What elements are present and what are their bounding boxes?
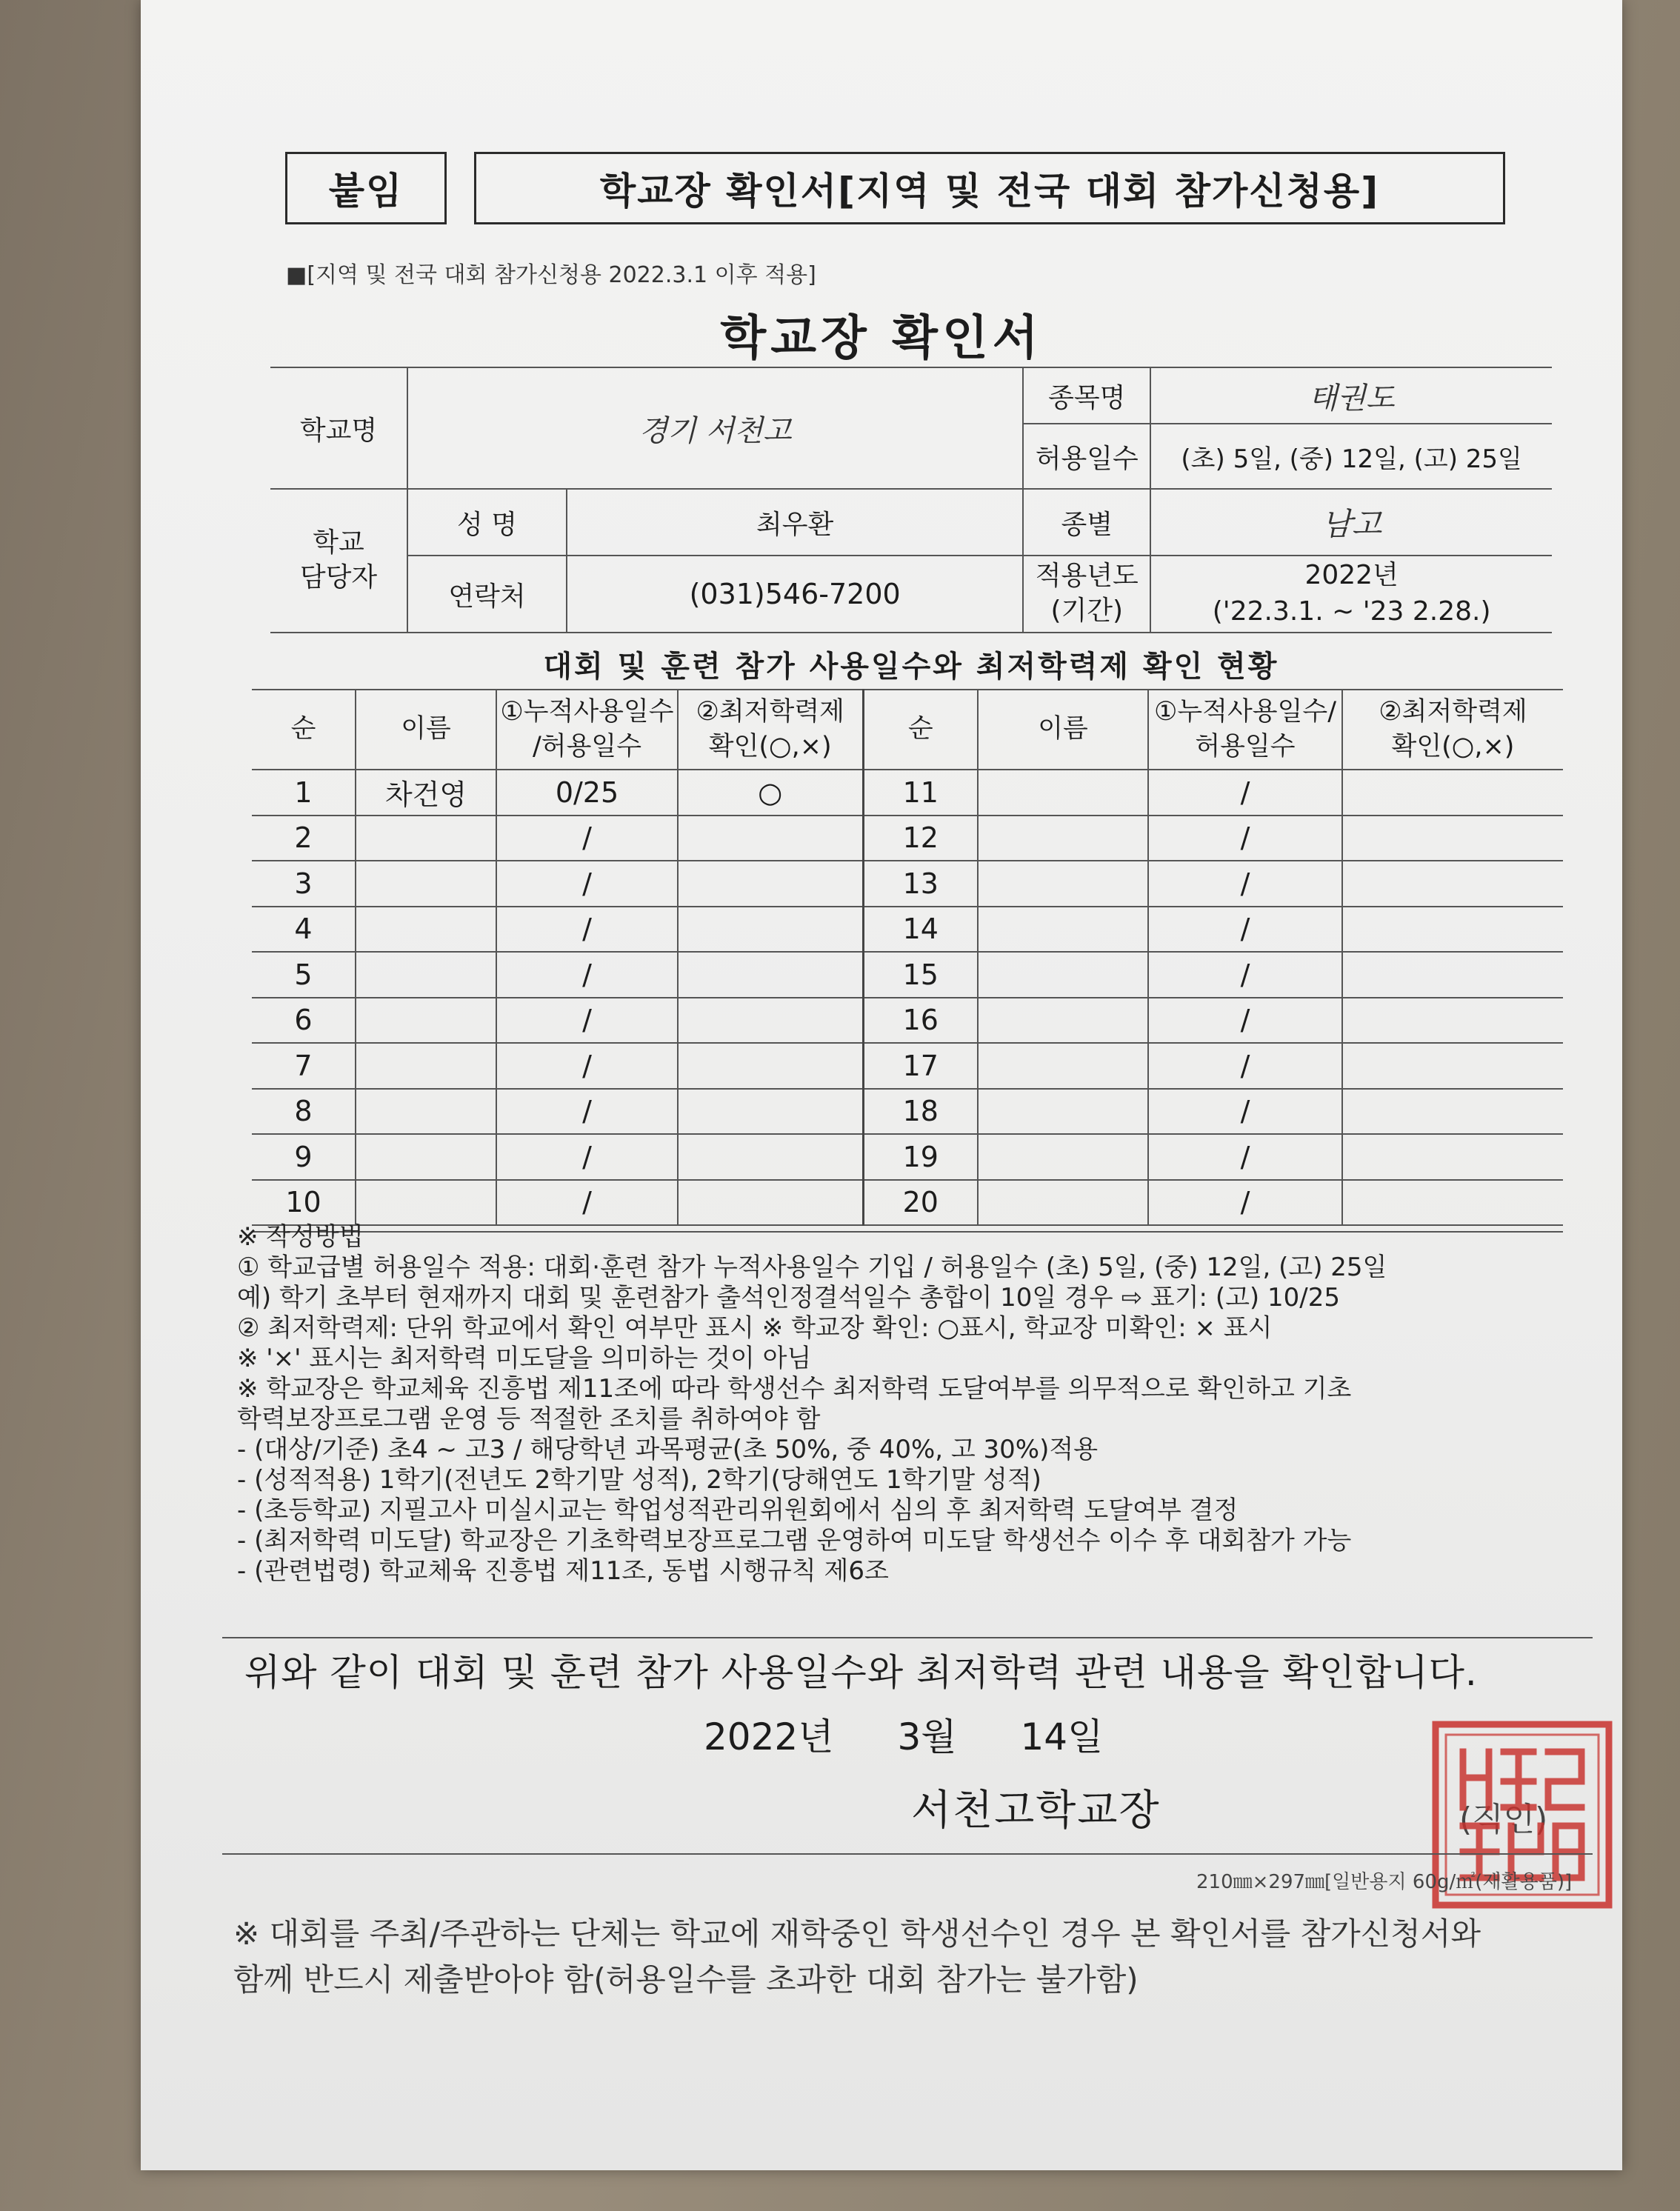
cell-days: / [496, 1134, 678, 1180]
cell-no: 2 [252, 816, 356, 861]
allowed-days-value: (초) 5일, (중) 12일, (고) 25일 [1150, 424, 1552, 489]
cell-check [678, 1043, 863, 1089]
cell-no: 6 [252, 998, 356, 1044]
cell-name [978, 1043, 1148, 1089]
instruction-line: - (성적적용) 1학기(전년도 2학기말 성적), 2학기(당해연도 1학기말 성적) [237, 1465, 1041, 1495]
instruction-line: - (대상/기준) 초4 ~ 고3 / 해당학년 과목평균(초 50%, 중 40%, 고 30%)적용 [237, 1435, 1099, 1464]
instruction-line: - (관련법령) 학교체육 진흥법 제11조, 동법 시행규칙 제6조 [237, 1556, 889, 1586]
cell-days: / [496, 952, 678, 998]
cell-check [678, 1134, 863, 1180]
cell-no: 17 [863, 1043, 978, 1089]
cell-no: 3 [252, 861, 356, 907]
type-label: 종별 [1023, 489, 1150, 556]
allowed-days-label: 허용일수 [1023, 424, 1150, 489]
cell-name [356, 1134, 496, 1180]
cell-no: 10 [252, 1180, 356, 1226]
year-value: 2022년 [1304, 560, 1399, 591]
cell-days: / [1148, 770, 1342, 816]
cell-check [1342, 907, 1563, 953]
table-row [252, 816, 1563, 861]
cell-days: / [496, 816, 678, 861]
cell-days: / [496, 1043, 678, 1089]
cell-check [678, 1089, 863, 1135]
col-no-right: 순 [863, 690, 978, 770]
cell-check [1342, 952, 1563, 998]
cell-check [678, 1180, 863, 1226]
cell-no: 15 [863, 952, 978, 998]
cell-check [678, 998, 863, 1044]
signature-rule [222, 1853, 1593, 1855]
cell-name: 차건영 [356, 770, 496, 816]
cell-days: / [496, 998, 678, 1044]
header-title: 학교장 확인서[지역 및 전국 대회 참가신청용] [474, 152, 1505, 224]
participation-rows [252, 770, 1563, 1225]
cell-days: / [1148, 816, 1342, 861]
cell-no: 11 [863, 770, 978, 816]
year-cell [1150, 556, 1552, 633]
name-value: 최우환 [567, 489, 1023, 556]
cell-name [356, 907, 496, 953]
col-no-left: 순 [252, 690, 356, 770]
cell-days: / [1148, 1043, 1342, 1089]
document-page [141, 0, 1622, 2170]
type-value: 남고 [1150, 489, 1552, 556]
table-row [252, 1043, 1563, 1089]
cell-no: 13 [863, 861, 978, 907]
cell-name [356, 1180, 496, 1226]
event-value: 태권도 [1150, 367, 1552, 424]
col-check-left: ②최저학력제 확인(○,×) [678, 690, 863, 770]
cell-no: 8 [252, 1089, 356, 1135]
cell-name [356, 861, 496, 907]
cell-no: 4 [252, 907, 356, 953]
cell-days: / [496, 861, 678, 907]
table-row [252, 998, 1563, 1044]
cell-days: / [1148, 1089, 1342, 1135]
table-row [252, 861, 1563, 907]
cell-check [1342, 816, 1563, 861]
cell-name [356, 816, 496, 861]
cell-no: 7 [252, 1043, 356, 1089]
signature-date [704, 1707, 1155, 1761]
table-row [252, 952, 1563, 998]
cell-no: 20 [863, 1180, 978, 1226]
cell-name [978, 907, 1148, 953]
instruction-line: ② 최저학력제: 단위 학교에서 확인 여부만 표시 ※ 학교장 확인: ○표시, 학교장 미확인: × 표시 [237, 1313, 1273, 1343]
period-value: ('22.3.1. ~ '23 2.28.) [1212, 596, 1491, 627]
cell-days: / [496, 1180, 678, 1226]
cell-check [678, 907, 863, 953]
year-label: 적용년도 (기간) [1023, 556, 1150, 633]
writing-instructions [237, 1222, 1585, 1587]
cell-name [978, 861, 1148, 907]
school-value: 경기 서천고 [407, 367, 1023, 489]
cell-no: 5 [252, 952, 356, 998]
cell-days: / [496, 1089, 678, 1135]
date-year: 2022년 [704, 1715, 834, 1758]
cell-no: 16 [863, 998, 978, 1044]
phone-label: 연락처 [407, 556, 567, 633]
cell-days: / [1148, 861, 1342, 907]
principal-name: 서천고학교장 [911, 1787, 1161, 1835]
cell-check: ○ [678, 770, 863, 816]
table-row [252, 1089, 1563, 1135]
cell-name [978, 816, 1148, 861]
instruction-line: - (최저학력 미도달) 학교장은 기초학력보장프로그램 운영하여 미도달 학생선수 이수 후 대회참가 가능 [237, 1526, 1352, 1555]
cell-days: 0/25 [496, 770, 678, 816]
table-row [252, 770, 1563, 816]
cell-name [356, 1043, 496, 1089]
cell-check [678, 952, 863, 998]
instruction-line: ① 학교급별 허용일수 적용: 대회·훈련 참가 누적사용일수 기입 / 허용일수 (초) 5일, (중) 12일, (고) 25일 [237, 1253, 1387, 1282]
col-check-right: ②최저학력제 확인(○,×) [1342, 690, 1563, 770]
contact-person-label: 학교 담당자 [270, 489, 407, 633]
instruction-line: ※ 작성방법 [237, 1222, 364, 1252]
cell-check [1342, 1089, 1563, 1135]
instruction-line: 예) 학기 초부터 현재까지 대회 및 훈련참가 출석인정결석일수 총합이 10일 경우 ⇨ 표기: (고) 10/25 [237, 1283, 1340, 1313]
cell-check [678, 861, 863, 907]
cell-name [978, 998, 1148, 1044]
header-subnote: ■[지역 및 전국 대회 참가신청용 2022.3.1 이후 적용] [286, 262, 816, 288]
col-name-left: 이름 [356, 690, 496, 770]
cell-check [1342, 770, 1563, 816]
cell-name [978, 1134, 1148, 1180]
date-day: 14일 [1020, 1715, 1104, 1758]
page-title: 학교장 확인서 [720, 311, 1043, 366]
instructions-rule [222, 1637, 1593, 1638]
cell-no: 19 [863, 1134, 978, 1180]
cell-check [678, 816, 863, 861]
cell-no: 12 [863, 816, 978, 861]
cell-days: / [1148, 1134, 1342, 1180]
cell-days: / [496, 907, 678, 953]
table-row [252, 1180, 1563, 1226]
cell-days: / [1148, 952, 1342, 998]
cell-name [356, 998, 496, 1044]
cell-no: 9 [252, 1134, 356, 1180]
instruction-line: - (초등학교) 지필고사 미실시교는 학업성적관리위원회에서 심의 후 최저학력 도달여부 결정 [237, 1495, 1239, 1525]
cell-no: 18 [863, 1089, 978, 1135]
cell-name [978, 770, 1148, 816]
name-label: 성 명 [407, 489, 567, 556]
cell-days: / [1148, 998, 1342, 1044]
table-row [252, 1134, 1563, 1180]
cell-name [356, 952, 496, 998]
table-row [252, 907, 1563, 953]
phone-value: (031)546-7200 [567, 556, 1023, 633]
cell-check [1342, 1043, 1563, 1089]
school-info-table [270, 367, 1552, 633]
cell-check [1342, 1180, 1563, 1226]
cell-name [356, 1089, 496, 1135]
confirmation-statement: 위와 같이 대회 및 훈련 참가 사용일수와 최저학력 관련 내용을 확인합니다. [244, 1651, 1478, 1694]
cell-days: / [1148, 907, 1342, 953]
instruction-line: 학력보장프로그램 운영 등 적절한 조치를 취하여야 함 [237, 1404, 821, 1434]
cell-days: / [1148, 1180, 1342, 1226]
instruction-line: ※ 학교장은 학교체육 진흥법 제11조에 따라 학생선수 최저학력 도달여부를 의무적으로 확인하고 기초 [237, 1374, 1352, 1404]
date-month: 3월 [897, 1715, 957, 1758]
participation-table [252, 689, 1563, 1226]
cell-check [1342, 1134, 1563, 1180]
cell-name [978, 1180, 1148, 1226]
attachment-tag: 붙임 [285, 152, 447, 224]
cell-name [978, 1089, 1148, 1135]
col-name-right: 이름 [978, 690, 1148, 770]
instruction-line: ※ '×' 표시는 최저학력 미도달을 의미하는 것이 아님 [237, 1344, 812, 1373]
seal-label: (직인) [1459, 1801, 1548, 1838]
paper-spec: 210㎜×297㎜[일반용지 60g/㎡(재활용품)] [1196, 1871, 1573, 1893]
cell-check [1342, 998, 1563, 1044]
cell-no: 14 [863, 907, 978, 953]
event-label: 종목명 [1023, 367, 1150, 424]
col-days-right: ①누적사용일수/ 허용일수 [1148, 690, 1342, 770]
cell-no: 1 [252, 770, 356, 816]
cell-name [978, 952, 1148, 998]
status-title: 대회 및 훈련 참가 사용일수와 최저학력제 확인 현황 [543, 650, 1279, 684]
school-label: 학교명 [270, 367, 407, 489]
cell-check [1342, 861, 1563, 907]
footnote: ※ 대회를 주최/주관하는 단체는 학교에 재학중인 학생선수인 경우 본 확인서를 참가신청서와 함께 반드시 제출받아야 함(허용일수를 초과한 대회 참가는 불가함) [233, 1915, 1481, 1998]
col-days-left: ①누적사용일수 /허용일수 [496, 690, 678, 770]
